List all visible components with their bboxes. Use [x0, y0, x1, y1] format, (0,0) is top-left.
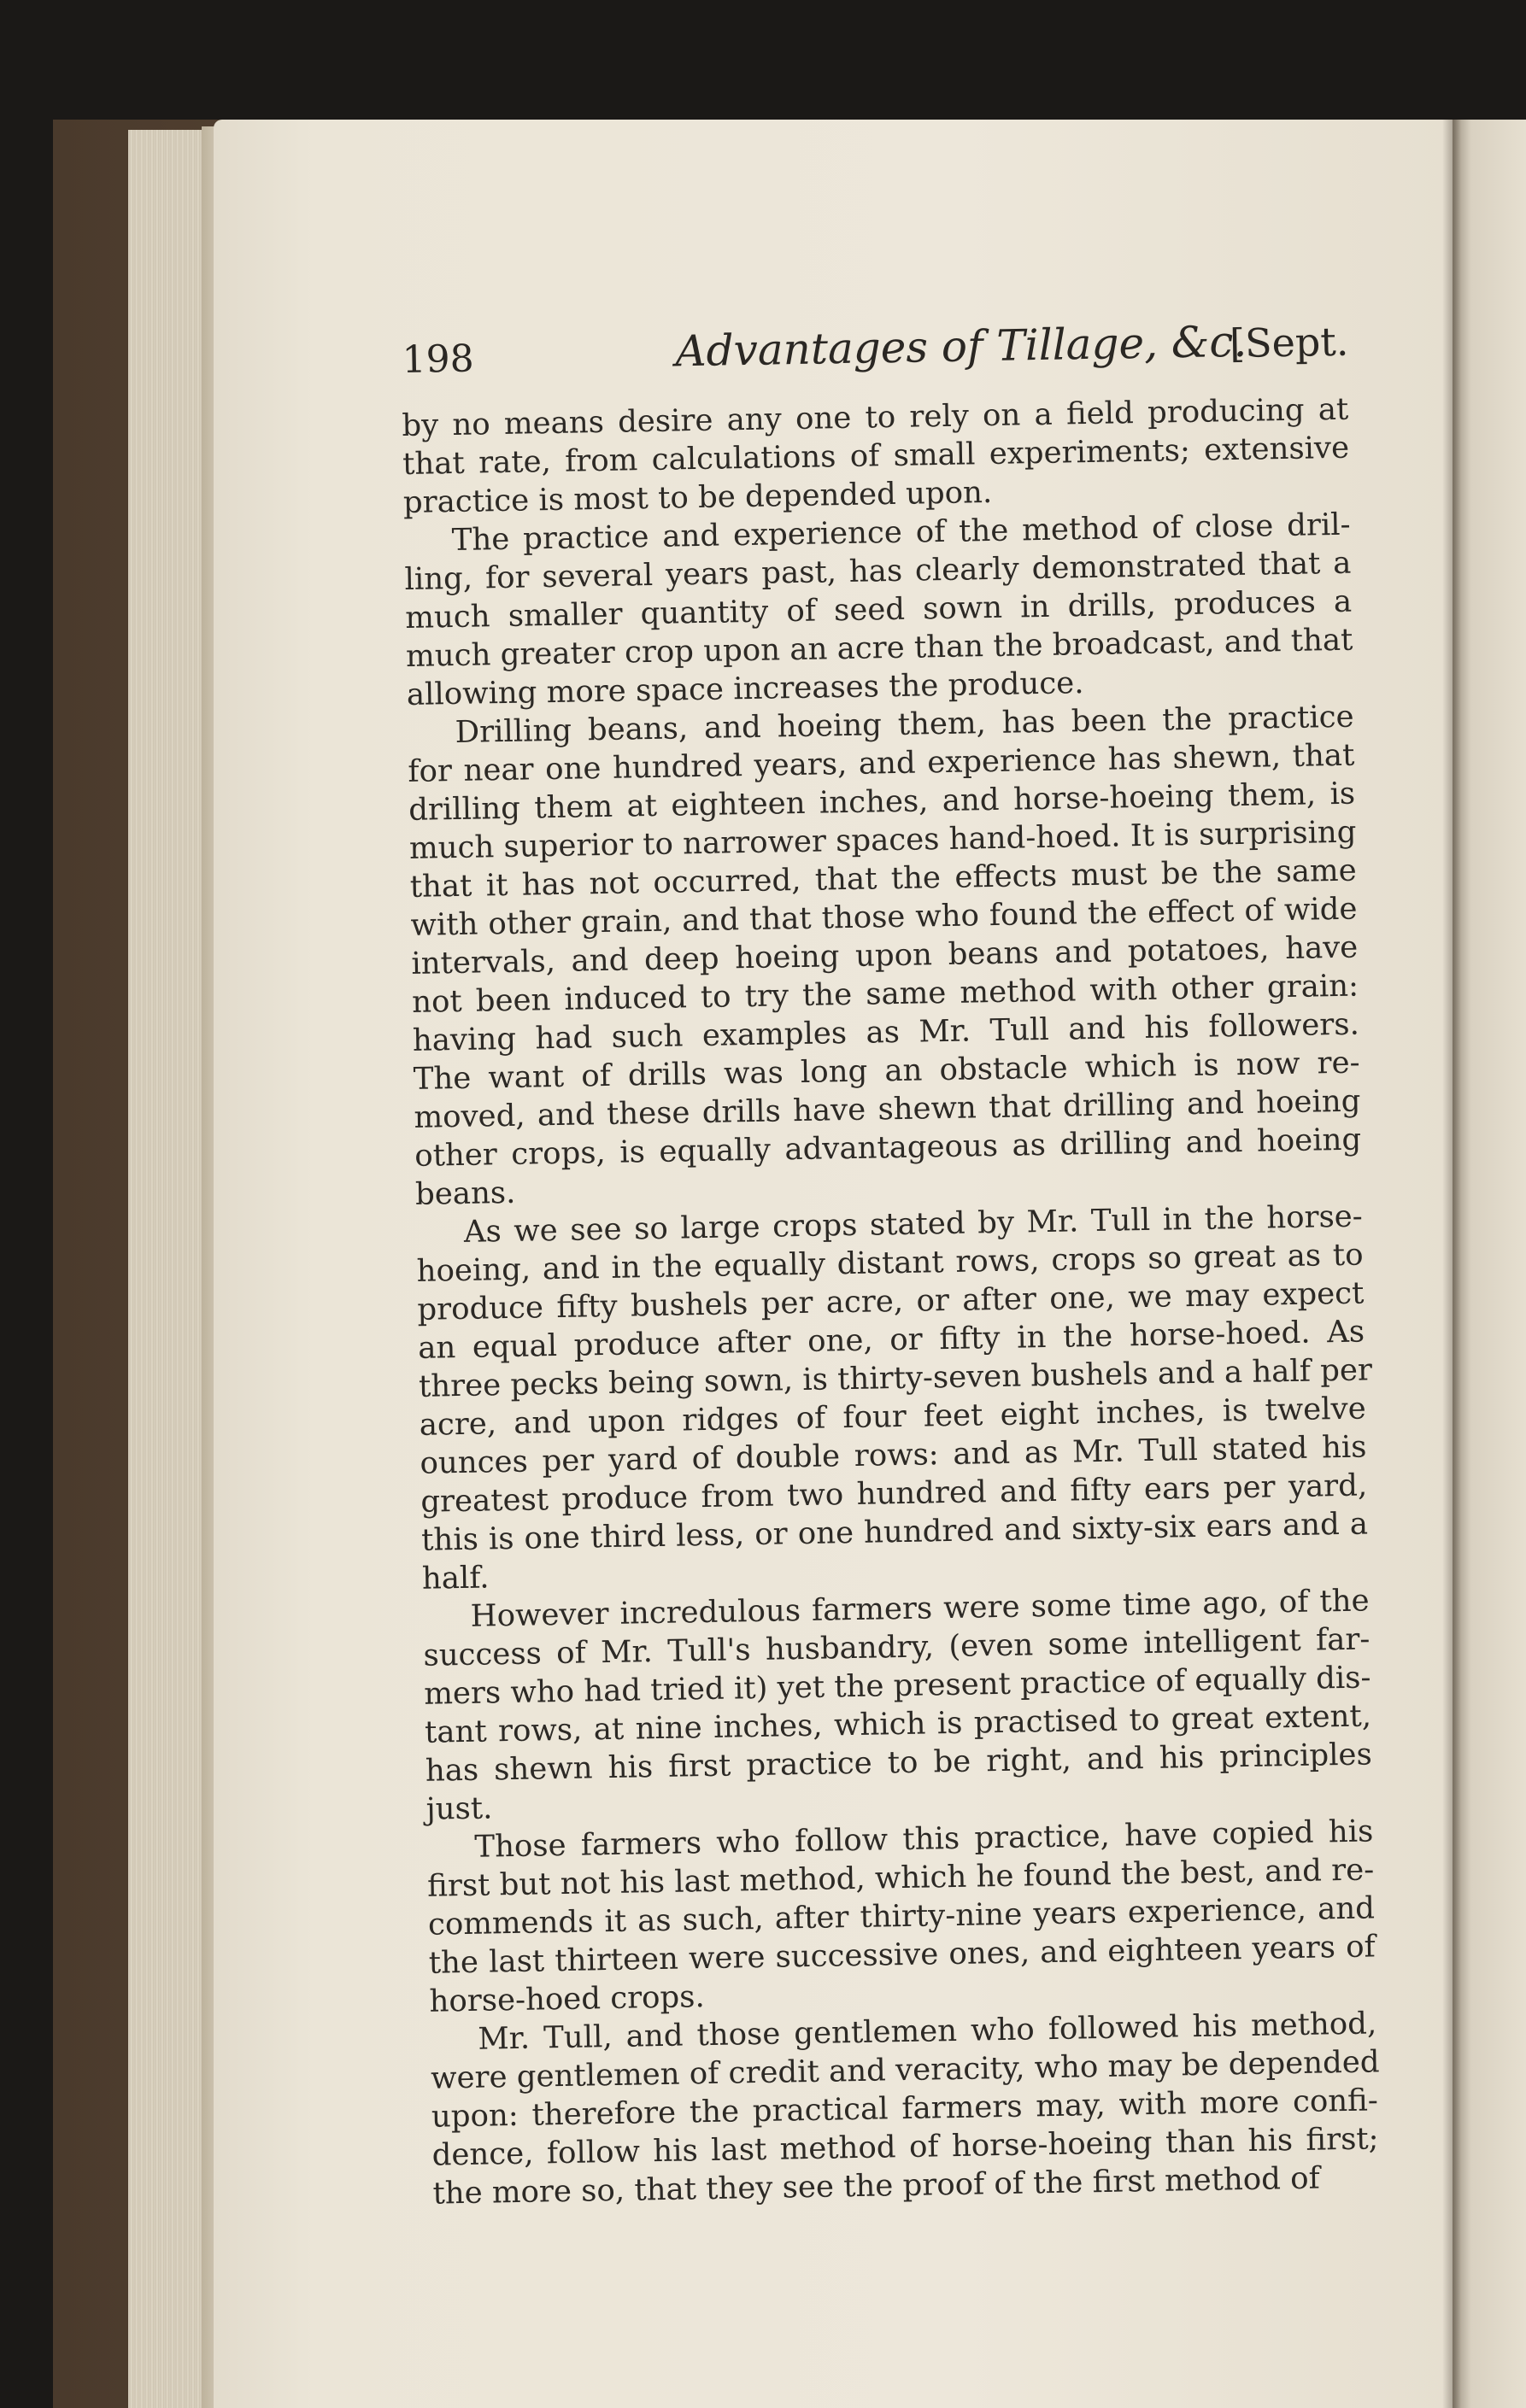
text-line: dence, follow his last method of horse-hoeing than his first; — [431, 2121, 1379, 2173]
text-line: Drilling beans, and hoeing them, has been the practice — [455, 699, 1354, 750]
text-line: The practice and experience of the method of close dril- — [451, 507, 1351, 558]
text-line: beans. — [414, 1175, 516, 1212]
running-head-month: [Sept. — [1229, 318, 1349, 367]
paragraph — [415, 1198, 1373, 1598]
text-line: produce fifty bushels per acre, or after one, we may expect — [417, 1275, 1365, 1327]
text-line: for near one hundred years, and experience has shewn, that — [408, 737, 1355, 789]
text-line: intervals, and deep hoeing upon beans and potatoes, have — [411, 929, 1359, 981]
text-line: acre, and upon ridges of four feet eight inches, is twelve — [419, 1391, 1367, 1443]
text-line: The want of drills was long an obstacle which is now re- — [413, 1045, 1360, 1097]
text-line: tant rows, at nine inches, which is practised to great extent, — [424, 1698, 1372, 1750]
running-head-title: Advantages of Tillage, &c. — [674, 316, 1247, 377]
paragraph — [402, 390, 1350, 522]
text-line: this is one third less, or one hundred and sixty-six ears and a — [420, 1506, 1369, 1558]
text-line: that rate, from calculations of small experiments; extensive — [402, 430, 1350, 482]
text-line: much greater crop upon an acre than the broadcast, and that — [405, 622, 1353, 674]
paragraph — [403, 506, 1353, 714]
text-line: mers who had tried it) yet the present practice of equally dis- — [423, 1660, 1371, 1712]
text-line: Mr. Tull, and those gentlemen who followed his method, — [478, 2006, 1377, 2057]
text-line: allowing more space increases the produce. — [406, 665, 1084, 712]
text-line: three pecks being sown, is thirty-seven bushels and a half per — [418, 1352, 1373, 1404]
text-line: moved, and these drills have shewn that drilling and hoeing — [414, 1083, 1361, 1135]
text-line: first but not his last method, which he found the best, and re- — [426, 1852, 1375, 1904]
text-line: However incredulous farmers were some time ago, of the — [470, 1583, 1370, 1634]
text-line: much superior to narrower spaces hand-hoed. It is surprising — [408, 814, 1357, 866]
text-line: has shewn his first practice to be right, and his principles — [425, 1737, 1373, 1789]
paragraph — [426, 1812, 1376, 2020]
text-line: drilling them at eighteen inches, and horse-hoeing them, is — [408, 776, 1356, 828]
text-line: half. — [421, 1560, 490, 1597]
text-line: As we see so large crops stated by Mr. Tull in the horse- — [463, 1198, 1364, 1250]
text-line: upon: therefore the practical farmers may, with more confi- — [431, 2083, 1379, 2135]
text-line: just. — [426, 1790, 493, 1827]
text-line: having had such examples as Mr. Tull and his followers. — [412, 1006, 1360, 1058]
text-line: other crops, is equally advantageous as drilling and hoeing — [414, 1122, 1362, 1174]
gutter-shadow — [1442, 120, 1461, 2408]
paragraph — [407, 698, 1362, 1214]
text-line: an equal produce after one, or fifty in the horse-hoed. As — [417, 1314, 1365, 1366]
text-line: commends it as such, after thirty-nine years experience, and — [427, 1890, 1376, 1942]
text-line: greatest produce from two hundred and fifty ears per yard, — [420, 1468, 1368, 1520]
text-line: horse-hoed crops. — [429, 1979, 706, 2019]
text-line: ling, for several years past, has clearly demonstrated that a — [404, 545, 1352, 597]
page-number: 198 — [402, 337, 475, 382]
paragraph — [430, 2004, 1380, 2212]
text-line: the more so, that they see the proof of the first method of — [432, 2160, 1321, 2212]
text-line: with other grain, and that those who found the effect of wide — [410, 891, 1358, 943]
text-line: ounces per yard of double rows: and as Mr. Tull stated his — [420, 1429, 1367, 1481]
next-page-edge — [1453, 120, 1526, 2408]
paragraph — [422, 1581, 1373, 1828]
body-text — [402, 390, 1380, 2213]
text-line: Those farmers who follow this practice, have copied his — [474, 1813, 1374, 1865]
text-line: not been induced to try the same method with other grain: — [411, 968, 1359, 1020]
text-line: the last thirteen were successive ones, and eighteen years of — [428, 1929, 1376, 1981]
text-line: much smaller quantity of seed sown in drills, produces a — [404, 583, 1353, 636]
text-line: that it has not occurred, that the effects must be the same — [409, 852, 1358, 905]
text-line: success of Mr. Tull's husbandry, (even some intelligent far- — [423, 1621, 1370, 1673]
text-line: practice is most to be depended upon. — [402, 474, 993, 520]
text-line: were gentlemen of credit and veracity, who may be depended — [430, 2044, 1380, 2096]
text-line: by no means desire any one to rely on a field producing at — [402, 391, 1349, 443]
text-line: hoeing, and in the equally distant rows, crops so great as to — [416, 1237, 1364, 1289]
